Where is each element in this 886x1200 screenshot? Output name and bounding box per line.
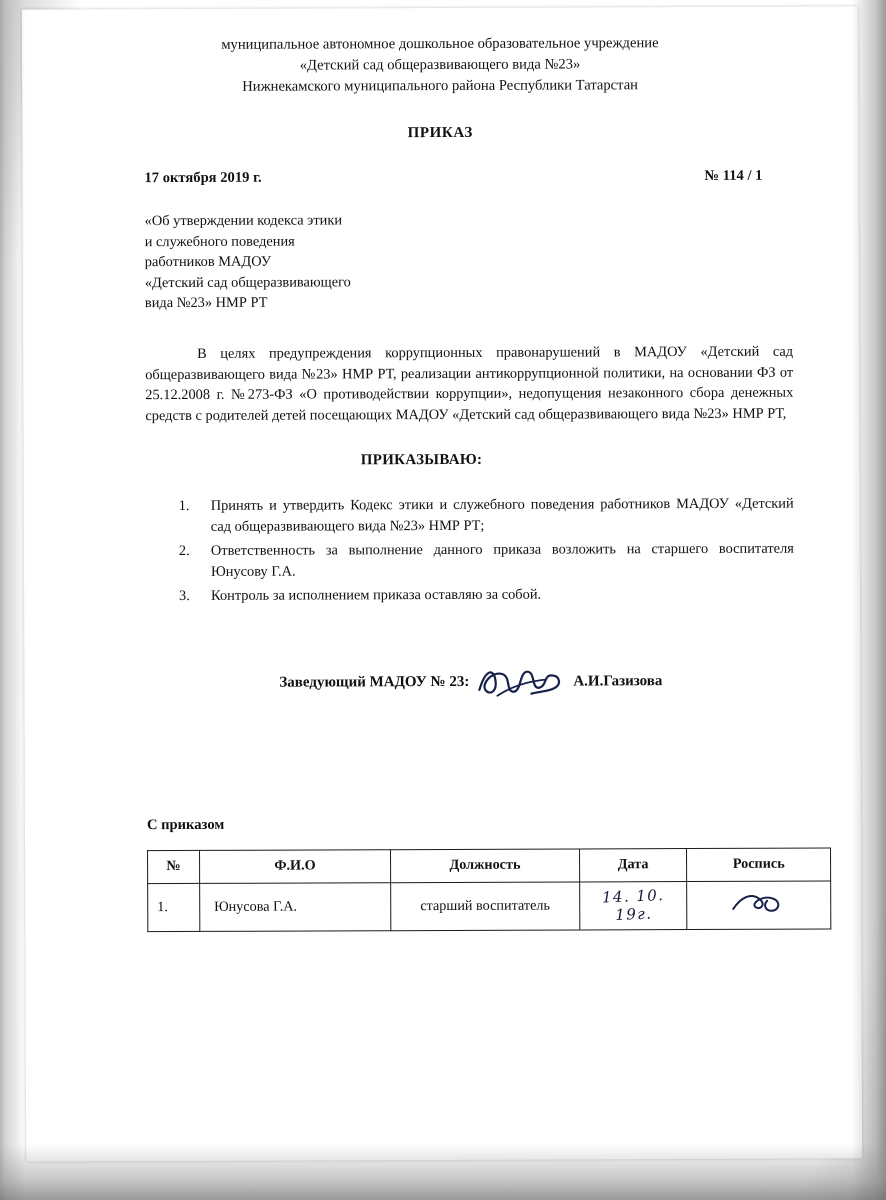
handwritten-signature-icon — [729, 892, 789, 912]
org-line-1: муниципальное автономное дошкольное образовательное учреждение — [221, 35, 659, 53]
organization-header — [22, 32, 858, 99]
column-header-fio: Ф.И.О — [199, 849, 390, 883]
document-meta — [22, 168, 858, 188]
table-header-row — [148, 848, 831, 884]
acknowledgement-table — [147, 847, 831, 932]
order-keyword: ПРИКАЗЫВАЮ: — [360, 452, 483, 469]
signature-name: А.И.Газизова — [573, 673, 663, 690]
handwritten-signature-icon — [475, 667, 567, 697]
table-row — [148, 881, 831, 932]
cell-fio: Юнусова Г.А. — [199, 882, 390, 931]
order-items-list — [179, 494, 794, 607]
list-item: Контроль за исполнением приказа оставляю за собой. — [211, 586, 542, 604]
document-paper — [22, 6, 862, 1161]
column-header-signature: Роспись — [687, 848, 831, 882]
cell-number: 1. — [148, 883, 200, 931]
subject-line-5: вида №23» НМР РТ — [144, 294, 268, 312]
handwritten-date: 14. 10. 19г. — [601, 885, 665, 924]
signature-role: Заведующий МАДОУ № 23: — [279, 673, 470, 691]
cell-signature — [687, 881, 831, 930]
column-header-date: Дата — [579, 848, 687, 881]
list-item: Принять и утвердить Кодекс этики и служебного поведения работников МАДОУ «Детский сад общеразвивающего вида №23» НМР РТ; — [210, 495, 794, 535]
document-content — [22, 6, 862, 1161]
preamble-paragraph: В целях предупреждения коррупционных правонарушений в МАДОУ «Детский сад общеразвивающего вида №23» НМР РТ, реализации антикоррупционной политики, на основании ФЗ от 25.12.2008 г. №273-ФЗ «О противодействии коррупции», недопущения незаконного сбора денежных средств с родителей детей посещающих МАДОУ «Детский сад общеразвивающего вида №23» НМР РТ, — [145, 343, 794, 425]
org-line-3: Нижнекамского муниципального района Республики Татарстан — [242, 77, 639, 96]
signature-block — [24, 666, 860, 699]
subject-line-1: «Об утверждении кодекса этики — [144, 212, 343, 230]
cell-date — [579, 881, 687, 929]
column-header-number: № — [148, 850, 200, 883]
document-subject — [23, 209, 859, 314]
cell-position: старший воспитатель — [391, 881, 580, 930]
subject-line-2: и служебного поведения — [144, 233, 295, 251]
org-line-2: «Детский сад общеразвивающего вида №23» — [299, 56, 581, 74]
document-number: № 114 / 1 — [704, 168, 763, 185]
column-header-position: Должность — [391, 848, 580, 882]
list-item: Ответственность за выполнение данного приказа возложить на старшего воспитателя Юнусову Г.А. — [210, 540, 794, 580]
acknowledgement-label: С приказом — [146, 816, 225, 833]
page-title: ПРИКАЗ — [407, 125, 473, 142]
subject-line-3: работников МАДОУ — [144, 254, 272, 271]
subject-line-4: «Детский сад общеразвивающего — [144, 274, 351, 291]
document-date: 17 октября 2019 г. — [144, 170, 262, 187]
